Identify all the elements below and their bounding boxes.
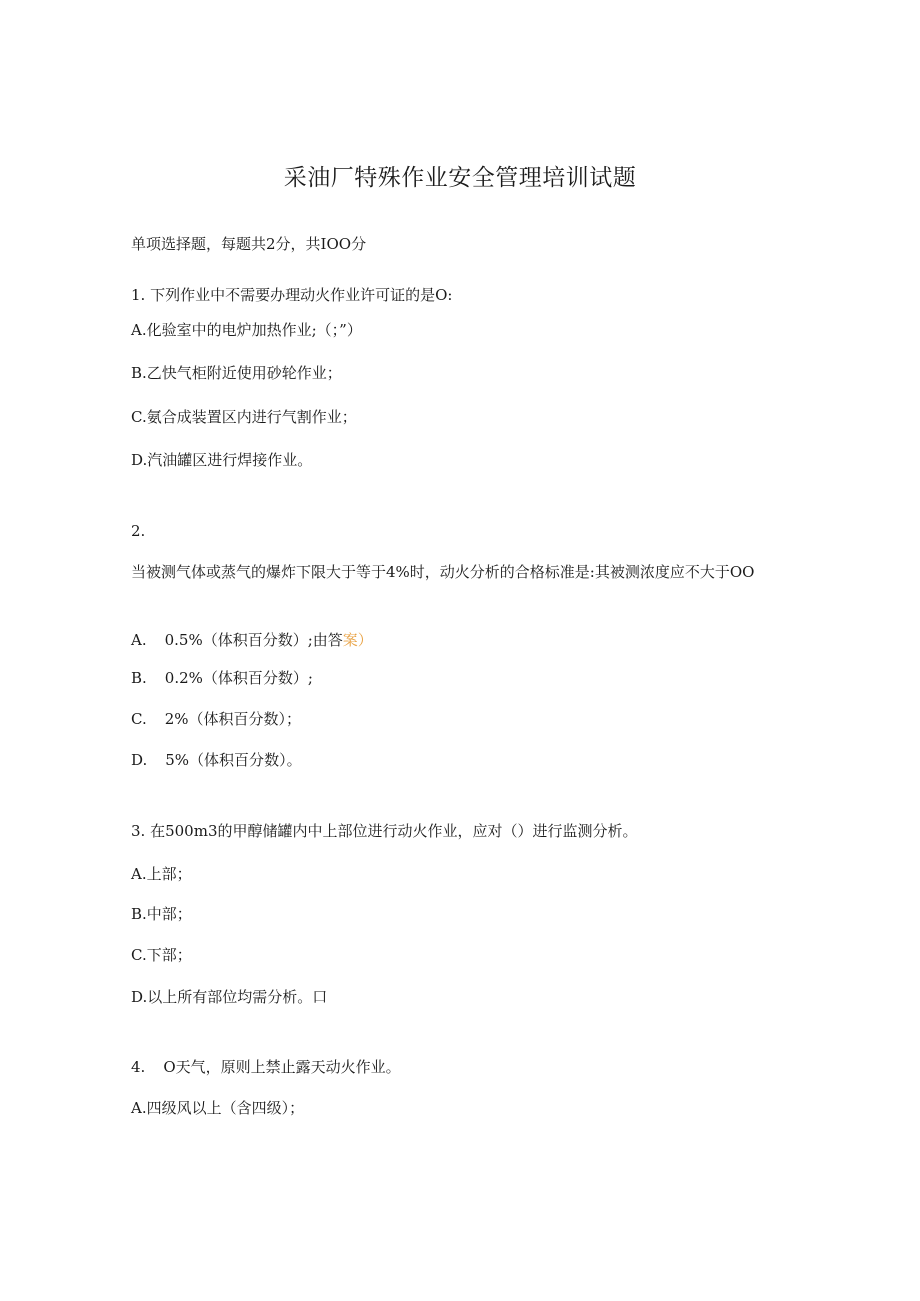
option-letter: B. <box>131 669 147 687</box>
option-text: 0.5%（体积百分数）;由答 <box>164 631 343 649</box>
question-number: 1. <box>131 286 146 304</box>
question-4-option-a: A.四级风以上（含四级）； <box>131 1099 305 1117</box>
document-title: 采油厂特殊作业安全管理培训试题 <box>283 165 637 191</box>
question-2-number: 2. <box>131 522 146 540</box>
question-1-option-a: A.化验室中的电炉加热作业;（；”） <box>131 321 362 339</box>
question-3 <box>131 820 638 842</box>
question-3-option-c: C.下部； <box>131 946 192 964</box>
question-2-text: 当被测气体或蒸气的爆炸下限大于等于4%时，动火分析的合格标准是:其被测浓度应不大于OO <box>131 563 755 581</box>
question-1-option-b: B.乙快气柜附近使用砂轮作业； <box>131 364 342 382</box>
question-text: 下列作业中不需要办理动火作业许可证的是O: <box>150 286 453 304</box>
question-number: 3. <box>131 822 146 840</box>
option-annotation: 案） <box>342 631 373 649</box>
question-4 <box>131 1056 401 1078</box>
question-1-option-d: D.汽油罐区进行焊接作业。 <box>131 451 313 469</box>
question-number: 4. <box>131 1058 146 1076</box>
option-text: 5%（体积百分数）。 <box>165 751 302 769</box>
question-2-option-c <box>131 708 301 730</box>
question-2-option-d <box>131 749 302 771</box>
question-1-option-c: C.氨合成装置区内进行气割作业； <box>131 408 357 426</box>
question-2-option-a <box>131 629 373 651</box>
option-text: 2%（体积百分数）； <box>164 710 302 728</box>
option-letter: C. <box>131 710 147 728</box>
question-1 <box>131 284 452 306</box>
option-text: 0.2%（体积百分数）; <box>164 669 313 687</box>
option-letter: D. <box>131 751 148 769</box>
question-3-option-b: B.中部； <box>131 905 192 923</box>
question-text: 在500m3的甲醇储罐内中上部位进行动火作业，应对（）进行监测分析。 <box>150 822 638 840</box>
question-3-option-a: A.上部； <box>131 865 192 883</box>
option-letter: A. <box>131 631 147 649</box>
question-2-option-b <box>131 667 313 689</box>
instructions: 单项选择题，每题共2分，共IOO分 <box>131 235 367 253</box>
question-3-option-d: D.以上所有部位均需分析。口 <box>131 988 328 1006</box>
question-text: O天气，原则上禁止露天动火作业。 <box>163 1058 401 1076</box>
